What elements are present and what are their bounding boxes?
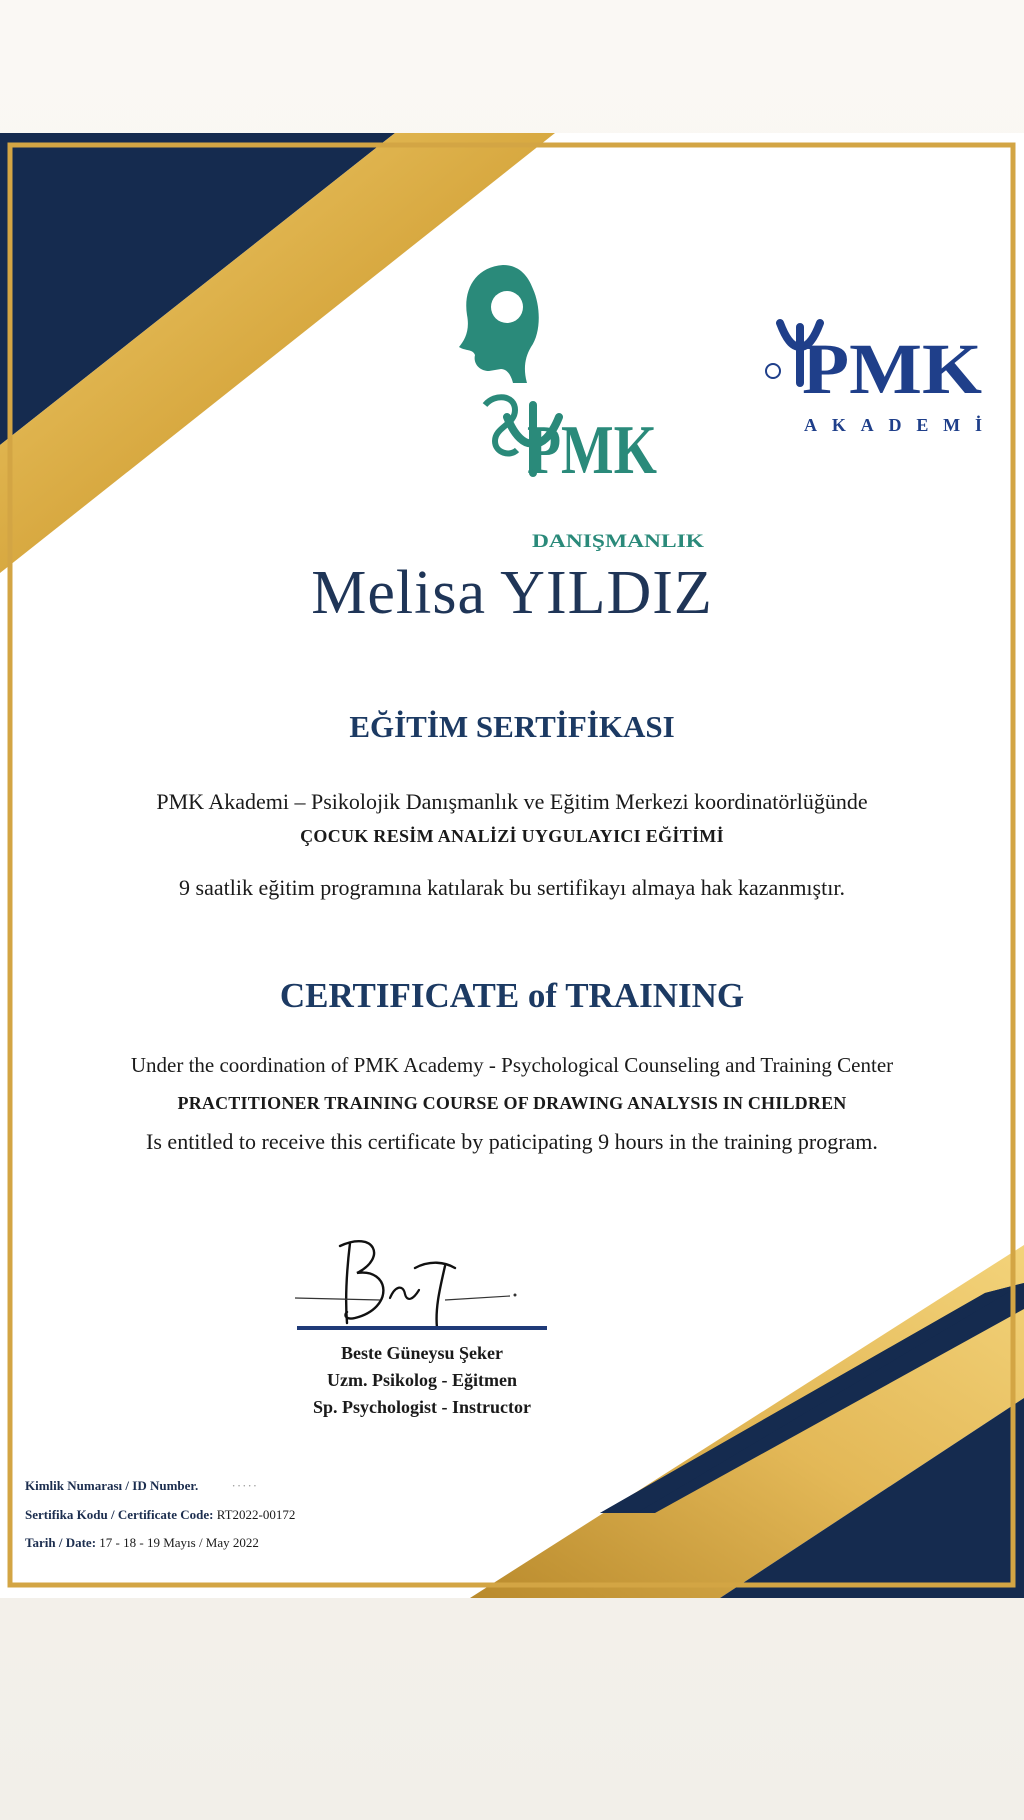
id-number-value: ····· — [231, 1478, 259, 1493]
pmk-akademi-sub: AKADEMİ — [804, 415, 982, 435]
date-row — [25, 1535, 259, 1551]
certificate-code-row — [25, 1507, 295, 1523]
english-line-1: Under the coordination of PMK Academy - Psychological Counseling and Training Center — [130, 1053, 894, 1077]
id-number-row — [25, 1478, 258, 1494]
pmk-danismanlik-logo — [455, 245, 715, 555]
certificate-code-value: RT2022-00172 — [216, 1507, 296, 1522]
certificate-code-label: Sertifika Kodu / Certificate Code: — [25, 1507, 214, 1522]
signer-title-en: Sp. Psychologist - Instructor — [312, 1397, 531, 1417]
signer-title-tr: Uzm. Psikolog - Eğitmen — [327, 1370, 517, 1390]
english-line-2: Is entitled to receive this certificate by paticipating 9 hours in the training program. — [146, 1129, 878, 1154]
turkish-course-name: ÇOCUK RESİM ANALİZİ UYGULAYICI EĞİTİMİ — [300, 826, 724, 846]
recipient-name: Melisa YILDIZ — [311, 559, 713, 627]
date-label: Tarih / Date: — [25, 1535, 97, 1550]
date-value: 17 - 18 - 19 Mayıs / May 2022 — [99, 1535, 259, 1550]
pmk-akademi-brand: PMK — [802, 329, 982, 409]
compass-icon — [766, 364, 780, 378]
signer-name: Beste Güneysu Şeker — [341, 1343, 503, 1363]
turkish-line-2: 9 saatlik eğitim programına katılarak bu sertifikayı almaya hak kazanmıştır. — [179, 875, 845, 900]
pmk-danismanlik-sub: DANIŞMANLIK — [532, 531, 705, 552]
pmk-danismanlik-brand: PMK — [527, 412, 657, 489]
english-course-name: PRACTITIONER TRAINING COURSE OF DRAWING ANALYSIS IN CHILDREN — [177, 1093, 847, 1113]
english-title: CERTIFICATE of TRAINING — [279, 976, 745, 1015]
turkish-title: EĞİTİM SERTİFİKASI — [349, 709, 675, 744]
id-number-label: Kimlik Numarası / ID Number. — [25, 1478, 199, 1493]
certificate — [0, 133, 1024, 1598]
turkish-line-1: PMK Akademi – Psikolojik Danışmanlık ve Eğitim Merkezi koordinatörlüğünde — [156, 789, 868, 814]
signature-line — [297, 1326, 547, 1330]
pmk-akademi-logo — [760, 313, 1000, 473]
